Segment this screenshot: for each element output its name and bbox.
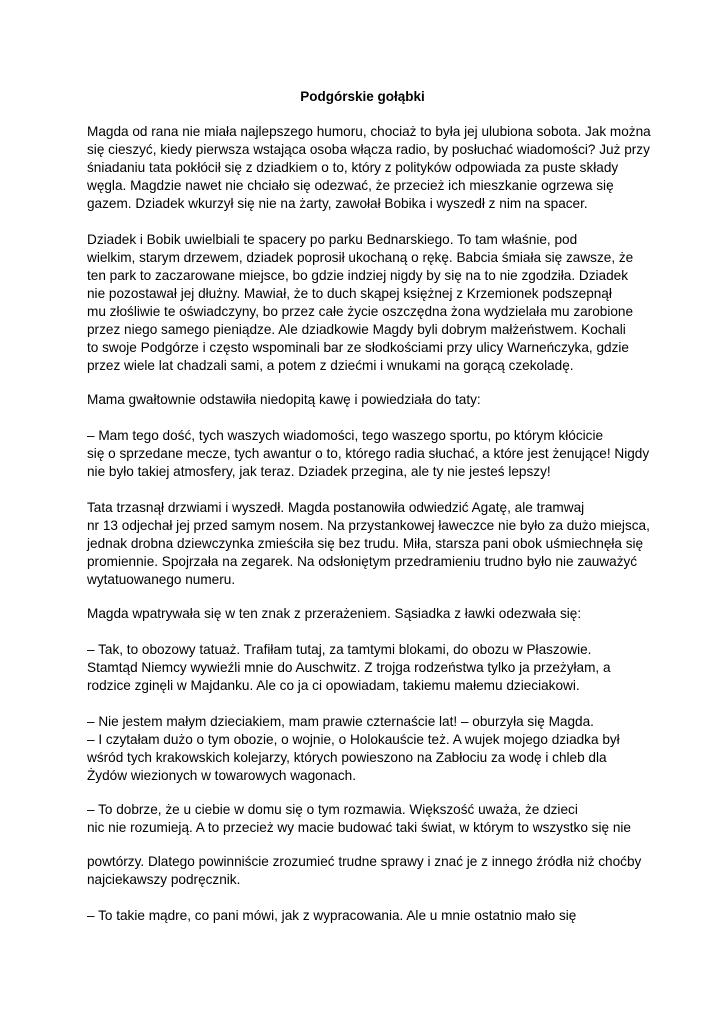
text-line: najciekawszy podręcznik. <box>87 872 241 887</box>
text-line: – I czytałam dużo o tym obozie, o wojnie, o Holokauście też. A wujek mojego dziadka był <box>87 732 620 747</box>
text-line: jednak drobna dziewczynka zmieściła się bez trudu. Miła, starsza pani obok uśmiechnęła się <box>87 536 644 551</box>
text-line: Żydów wiezionych w towarowych wagonach. <box>87 768 356 783</box>
text-line: się o sprzedane mecze, tych awantur o to, którego radia słuchać, a które jest żenujące! Nigdy <box>87 446 650 461</box>
text-line: przez niego samego pieniądze. Ale dziadkowie Magdy byli dobrym małżeństwem. Kochali <box>87 322 626 337</box>
text-line: Magda wpatrywała się w ten znak z przerażeniem. Sąsiadka z ławki odezwała się: <box>87 606 582 621</box>
text-line: powtórzy. Dlatego powinniście zrozumieć trudne sprawy i znać je z innego źródła niż choćby <box>87 854 642 869</box>
text-line: wielkim, starym drzewem, dziadek poprosił ukochaną o rękę. Babcia śmiała się zawsze, że <box>87 250 634 265</box>
text-line: wśród tych krakowskich kolejarzy, których powieszono na Zabłociu za wodę i chleb dla <box>87 750 607 765</box>
text-line: się cieszyć, kiedy pierwsza wstająca osoba włącza radio, by posłuchać wiadomości? Już przy <box>87 142 650 157</box>
text-line: – To dobrze, że u ciebie w domu się o tym rozmawia. Większość uważa, że dzieci <box>87 802 578 817</box>
text-line: Stamtąd Niemcy wywieźli mnie do Auschwitz. Z trojga rodzeństwa tylko ja przeżyłam, a <box>87 660 611 675</box>
text-line: nr 13 odjechał jej przed samym nosem. Na przystankowej ławeczce nie było za dużo miejsca, <box>87 518 650 533</box>
text-line: nie było takiej atmosfery, jak teraz. Dziadek przegina, ale ty nie jesteś lepszy! <box>87 464 551 479</box>
document-title: Podgórskie gołąbki <box>300 89 425 104</box>
text-line: nic nie rozumieją. A to przecież wy macie budować taki świat, w którym to wszystko się nie <box>87 820 631 835</box>
text-line: ten park to zaczarowane miejsce, bo gdzie indziej nigdy by się na to nie zgodziła. Dziadek <box>87 268 629 283</box>
text-line: rodzice zginęli w Majdanku. Ale co ja ci opowiadam, takiemu małemu dzieciakowi. <box>87 678 580 693</box>
text-line: promiennie. Spojrzała na zegarek. Na odsłoniętym przedramieniu trudno było nie zauważyć <box>87 554 638 569</box>
text-line: mu złośliwie te oświadczyny, bo przez całe życie oszczędna żona wydzielała mu zarobione <box>87 304 634 319</box>
text-line: Dziadek i Bobik uwielbiali te spacery po parku Bednarskiego. To tam właśnie, pod <box>87 232 578 247</box>
text-line: – To takie mądre, co pani mówi, jak z wypracowania. Ale u mnie ostatnio mało się <box>87 908 577 923</box>
text-line: śniadaniu tata pokłócił się z dziadkiem o to, który z polityków odpowiada za puste składy <box>87 160 619 175</box>
text-line: Magda od rana nie miała najlepszego humoru, chociaż to była jej ulubiona sobota. Jak można <box>87 124 651 139</box>
text-line: gazem. Dziadek wkurzył się nie na żarty, zawołał Bobika i wyszedł z nim na spacer. <box>87 196 588 211</box>
text-line: to swoje Podgórze i często wspominali bar ze słodkościami przy ulicy Warneńczyka, gdzie <box>87 340 629 355</box>
text-line: węgla. Magdzie nawet nie chciało się odezwać, że przecież ich mieszkanie ogrzewa się <box>87 178 614 193</box>
text-line: – Nie jestem małym dzieciakiem, mam prawie czternaście lat! – oburzyła się Magda. <box>87 714 594 729</box>
text-line: Mama gwałtownie odstawiła niedopitą kawę i powiedziała do taty: <box>87 392 481 407</box>
text-line: nie pozostawał jej dłużny. Mawiał, że to duch skąpej księżnej z Krzemionek podszepnął <box>87 286 612 301</box>
text-line: wytatuowanego numeru. <box>87 572 236 587</box>
text-line: przez wiele lat chadzali sami, a potem z dziećmi i wnukami na gorącą czekoladę. <box>87 358 574 373</box>
text-line: Tata trzasnął drzwiami i wyszedł. Magda postanowiła odwiedzić Agatę, ale tramwaj <box>87 500 585 515</box>
text-line: – Mam tego dość, tych waszych wiadomości, tego waszego sportu, po którym kłócicie <box>87 428 604 443</box>
text-line: – Tak, to obozowy tatuaż. Trafiłam tutaj, za tamtymi blokami, do obozu w Płaszowie. <box>87 642 592 657</box>
